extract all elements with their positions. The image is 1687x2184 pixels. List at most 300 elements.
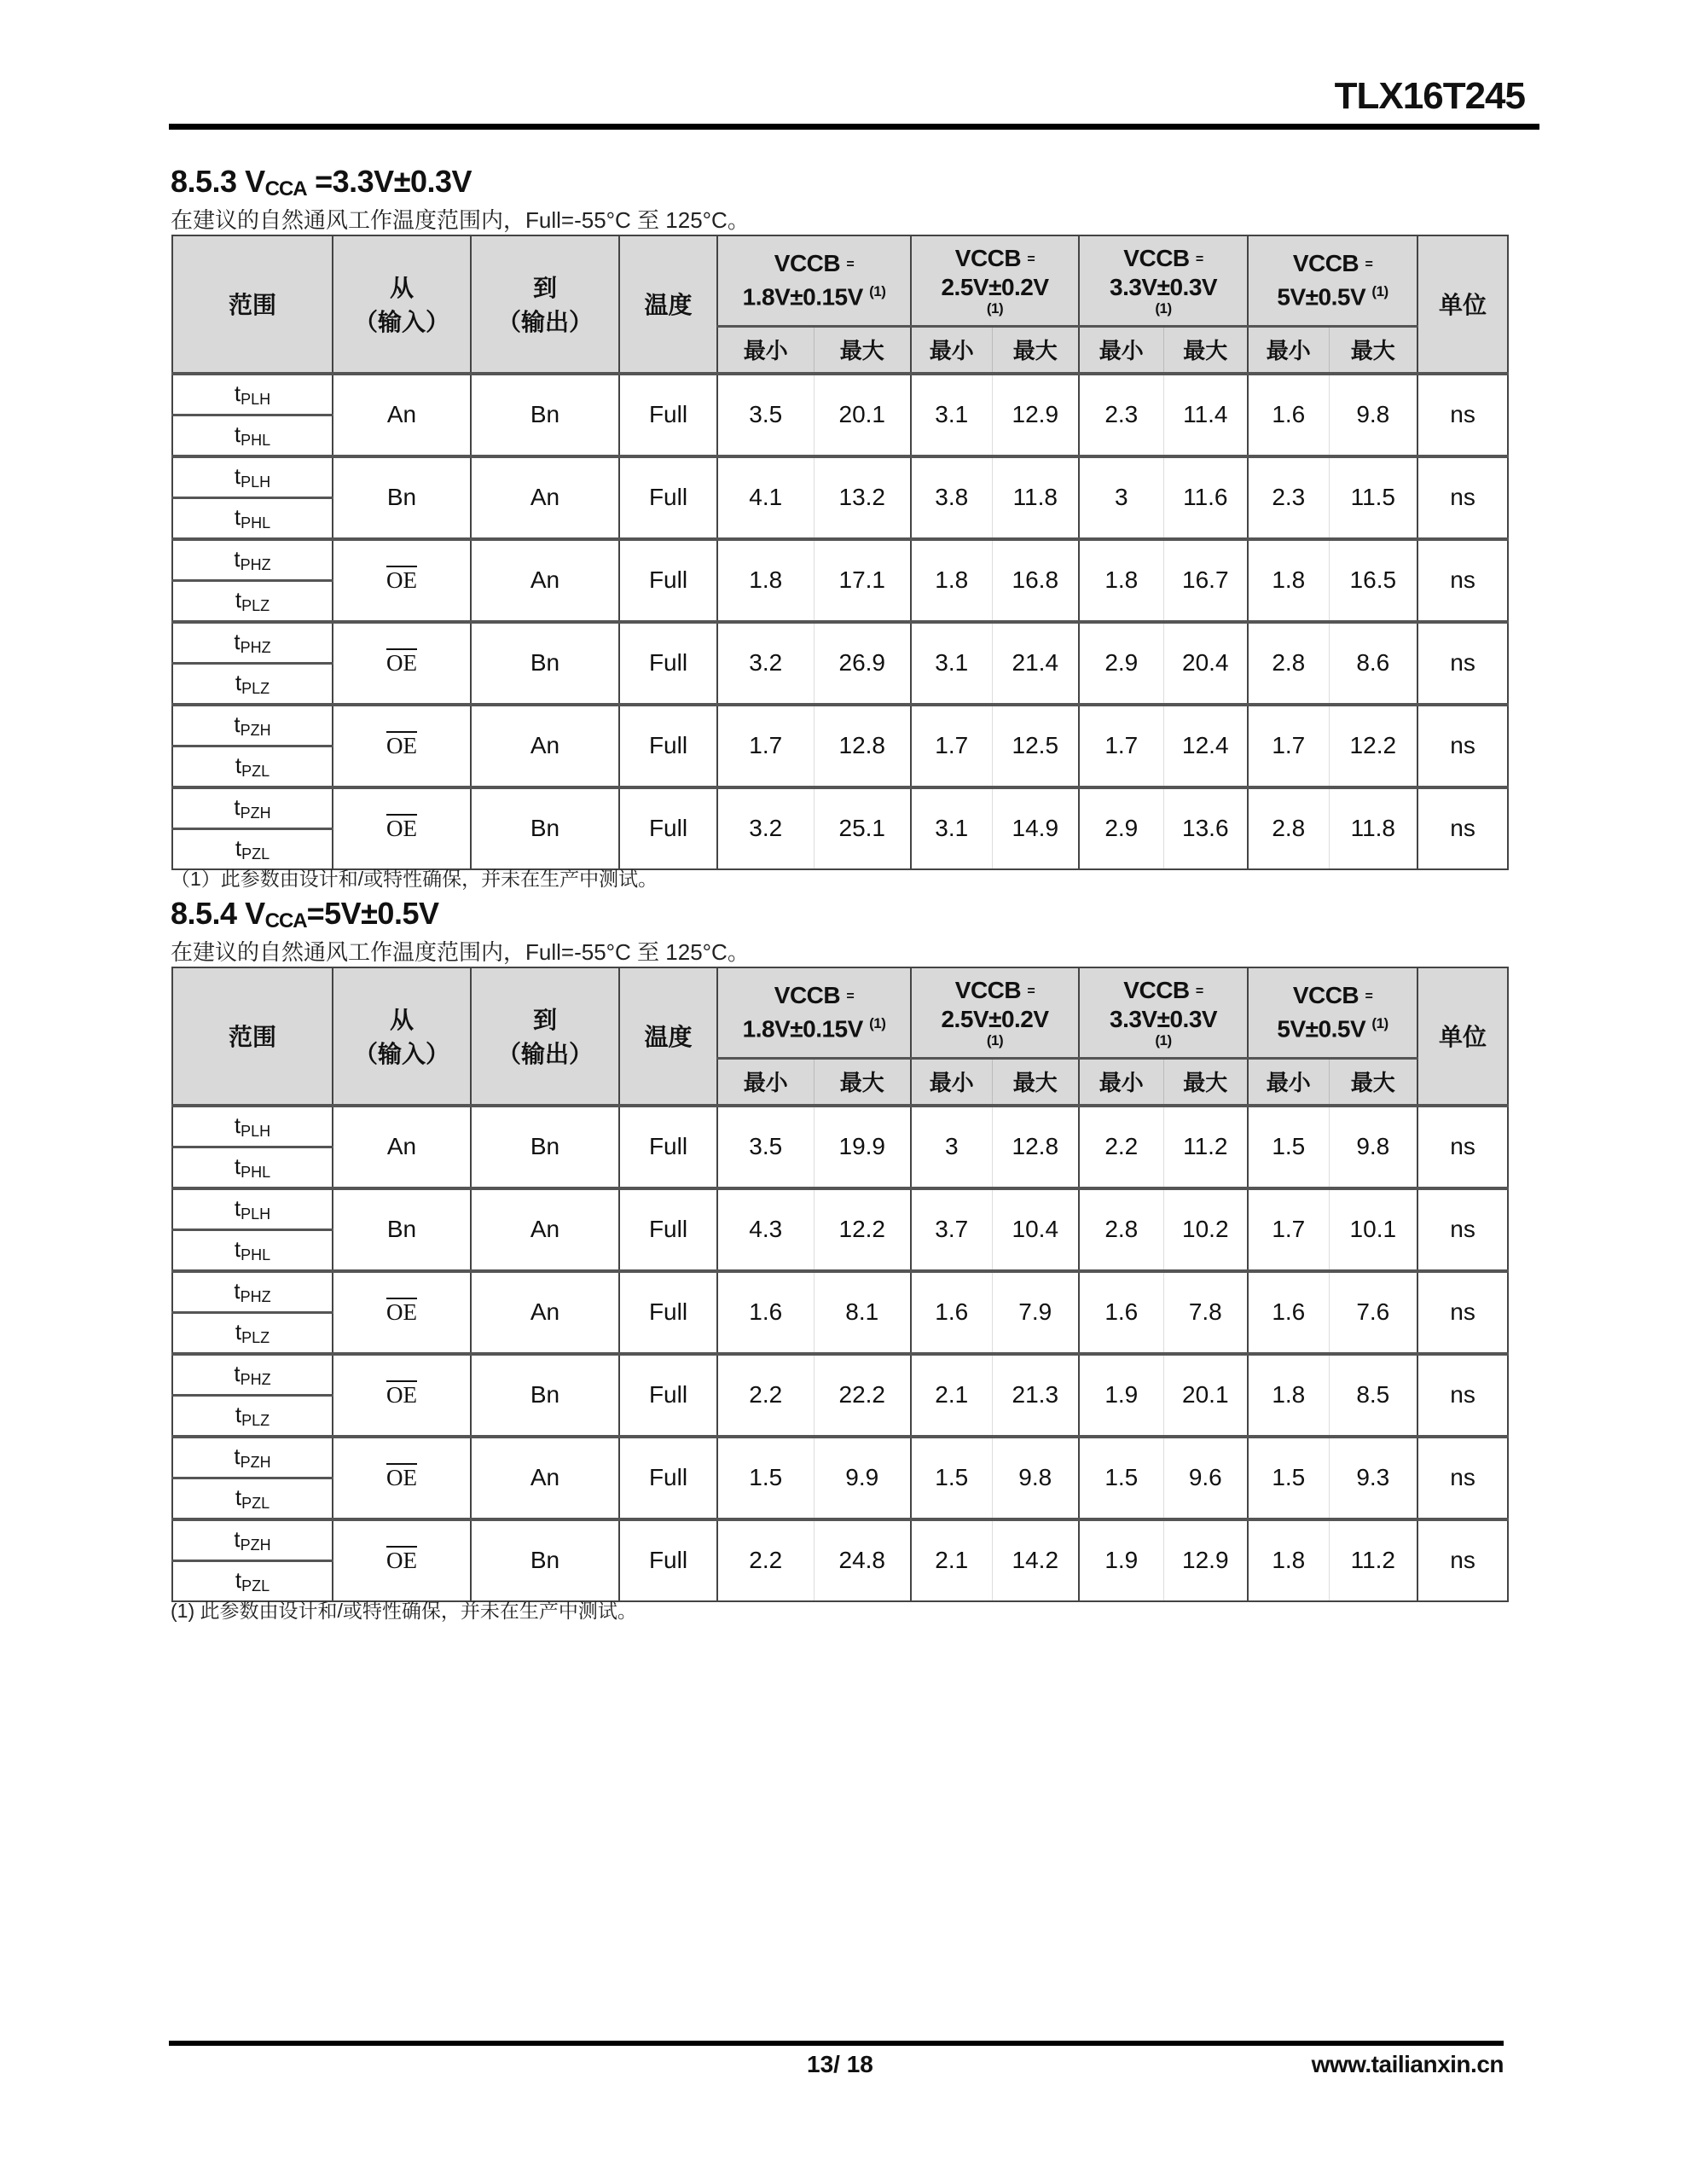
unit-cell: ns	[1417, 787, 1508, 869]
param-cell	[172, 663, 333, 705]
section-subtitle: 在建议的自然通风工作温度范围内，Full=-55°C 至 125°C。	[171, 939, 750, 965]
min-value: 1.6	[1248, 374, 1329, 456]
col-header-max: 最大	[814, 1058, 911, 1106]
to-cell: Bn	[471, 1519, 619, 1601]
max-value: 9.3	[1329, 1437, 1417, 1519]
document-id: TLX16T245	[1334, 75, 1525, 117]
param-symbol: t	[234, 1525, 241, 1552]
min-value: 3.8	[911, 456, 992, 539]
vccb-prefix: VCCB	[1292, 249, 1359, 276]
max-value: 11.8	[992, 456, 1079, 539]
vccb-line	[1249, 250, 1417, 279]
param-symbol: t	[234, 380, 241, 406]
output-enable-bar: $\overline{OE}$	[386, 1465, 417, 1490]
max-value: 12.9	[992, 374, 1079, 456]
col-header-vccb	[1079, 235, 1248, 326]
footnote-mark: (1)	[1371, 1015, 1388, 1032]
vccb-eq: =	[846, 989, 855, 1004]
min-value: 2.2	[1079, 1106, 1163, 1188]
to-cell: Bn	[471, 622, 619, 705]
max-value: 9.8	[1329, 1106, 1417, 1188]
vccb-line	[1080, 977, 1247, 1006]
param-cell	[172, 1478, 333, 1519]
from-sub-label: （输入）	[353, 1041, 449, 1068]
min-value: 2.3	[1079, 374, 1163, 456]
vccb-range: 2.5V±0.2V	[941, 273, 1049, 300]
param-cell	[172, 415, 333, 456]
min-value: 1.7	[1248, 1188, 1329, 1271]
col-header-min: 最小	[911, 1058, 992, 1106]
max-value: 12.8	[814, 705, 911, 787]
param-symbol: t	[235, 669, 242, 695]
vccb-eq: =	[846, 257, 855, 272]
min-value: 3.1	[911, 622, 992, 705]
param-subscript: PZL	[241, 845, 270, 863]
to-cell: Bn	[471, 787, 619, 869]
col-header-max: 最大	[1163, 326, 1248, 374]
unit-cell: ns	[1417, 1106, 1508, 1188]
table-row	[172, 787, 1508, 829]
param-symbol: t	[234, 1235, 241, 1262]
title-sub: CCA	[264, 909, 307, 932]
min-value: 1.8	[1248, 539, 1329, 622]
temp-cell: Full	[619, 1188, 717, 1271]
col-header-min: 最小	[1079, 326, 1163, 374]
max-value: 9.6	[1163, 1437, 1248, 1519]
min-value: 1.6	[911, 1271, 992, 1354]
table-row	[172, 374, 1508, 415]
col-header-to	[471, 235, 619, 374]
col-header-from	[333, 235, 471, 374]
unit-cell: ns	[1417, 1519, 1508, 1601]
col-header-vccb	[717, 967, 911, 1058]
param-symbol: t	[234, 1443, 241, 1469]
unit-cell: ns	[1417, 705, 1508, 787]
timing-table	[171, 235, 1509, 870]
max-value: 11.6	[1163, 456, 1248, 539]
to-cell: An	[471, 1188, 619, 1271]
to-cell: Bn	[471, 374, 619, 456]
max-value: 14.2	[992, 1519, 1079, 1601]
vccb-prefix: VCCB	[954, 976, 1022, 1003]
temp-cell: Full	[619, 1519, 717, 1601]
vccb-range-line	[1080, 274, 1247, 301]
max-value: 16.7	[1163, 539, 1248, 622]
col-header-temp: 温度	[619, 967, 717, 1106]
param-symbol: t	[234, 421, 241, 447]
vccb-eq: =	[1365, 257, 1373, 272]
temp-cell: Full	[619, 622, 717, 705]
param-cell	[172, 1147, 333, 1188]
param-subscript: PZL	[241, 762, 270, 780]
vccb-range-line	[912, 274, 1078, 301]
vccb-range: 5V±0.5V	[1277, 283, 1366, 311]
max-value: 12.5	[992, 705, 1079, 787]
output-enable-bar: $\overline{OE}$	[386, 650, 417, 676]
max-value: 13.2	[814, 456, 911, 539]
output-enable-bar: $\overline{OE}$	[386, 1382, 417, 1408]
footer-rule	[169, 2041, 1504, 2046]
vccb-range-line	[1080, 1006, 1247, 1033]
timing-table	[171, 967, 1509, 1602]
title-v: V	[245, 896, 265, 931]
col-header-vccb	[717, 235, 911, 326]
max-value: 8.5	[1329, 1354, 1417, 1437]
param-symbol: t	[235, 586, 242, 613]
param-symbol: t	[235, 1566, 242, 1593]
unit-cell: ns	[1417, 374, 1508, 456]
footnote-mark: (1)	[869, 1015, 886, 1032]
output-enable-bar: $\overline{OE}$	[386, 1548, 417, 1573]
table-row	[172, 1519, 1508, 1561]
to-cell: An	[471, 539, 619, 622]
param-subscript: PLH	[241, 390, 271, 408]
param-symbol: t	[234, 1277, 241, 1304]
table-row	[172, 705, 1508, 746]
max-value: 7.8	[1163, 1271, 1248, 1354]
from-label: 从	[389, 275, 414, 302]
vccb-eq: =	[1365, 989, 1373, 1004]
min-value: 1.5	[1248, 1106, 1329, 1188]
col-header-min: 最小	[1248, 326, 1329, 374]
vccb-line	[1249, 982, 1417, 1011]
col-header-unit: 单位	[1417, 235, 1508, 374]
to-cell: An	[471, 705, 619, 787]
min-value: 2.1	[911, 1519, 992, 1601]
param-subscript: PLZ	[241, 679, 270, 697]
to-label: 到	[532, 275, 557, 302]
from-value: Bn	[386, 484, 417, 510]
table-row	[172, 456, 1508, 498]
col-header-temp: 温度	[619, 235, 717, 374]
table-row	[172, 539, 1508, 581]
param-symbol: t	[235, 1318, 242, 1345]
title-sub: CCA	[264, 177, 307, 200]
output-enable-bar: $\overline{OE}$	[386, 816, 417, 841]
max-value: 25.1	[814, 787, 911, 869]
temp-cell: Full	[619, 456, 717, 539]
min-value: 3.5	[717, 374, 814, 456]
table-row	[172, 1271, 1508, 1313]
header-row	[172, 967, 1508, 1058]
max-value: 21.3	[992, 1354, 1079, 1437]
vccb-eq: =	[1195, 252, 1203, 267]
param-symbol: t	[234, 1194, 241, 1221]
to-cell: An	[471, 1271, 619, 1354]
vccb-eq: =	[1027, 252, 1035, 267]
param-symbol: t	[234, 628, 241, 654]
max-value: 11.2	[1163, 1106, 1248, 1188]
from-value: An	[386, 401, 417, 427]
max-value: 20.4	[1163, 622, 1248, 705]
header-rule	[169, 124, 1539, 130]
param-subscript: PHL	[241, 1163, 271, 1181]
max-value: 26.9	[814, 622, 911, 705]
min-value: 3.5	[717, 1106, 814, 1188]
min-value: 2.8	[1248, 622, 1329, 705]
temp-cell: Full	[619, 1354, 717, 1437]
param-subscript: PHZ	[240, 1287, 271, 1305]
param-symbol: t	[235, 834, 242, 861]
param-subscript: PHL	[241, 514, 271, 531]
param-symbol: t	[235, 1401, 242, 1427]
min-value: 3	[911, 1106, 992, 1188]
from-cell	[333, 1354, 471, 1437]
vccb-prefix: VCCB	[1123, 976, 1190, 1003]
from-cell	[333, 1437, 471, 1519]
col-header-max: 最大	[992, 326, 1079, 374]
param-cell	[172, 580, 333, 622]
col-header-max: 最大	[1329, 326, 1417, 374]
param-cell	[172, 497, 333, 539]
vccb-prefix: VCCB	[774, 249, 841, 276]
footnote-mark: (1)	[1155, 299, 1172, 317]
min-value: 1.5	[1079, 1437, 1163, 1519]
from-sub-label: （输入）	[353, 309, 449, 336]
max-value: 11.2	[1329, 1519, 1417, 1601]
param-symbol: t	[234, 462, 241, 489]
max-value: 16.8	[992, 539, 1079, 622]
max-value: 9.8	[992, 1437, 1079, 1519]
col-header-max: 最大	[814, 326, 911, 374]
max-value: 12.4	[1163, 705, 1248, 787]
param-subscript: PLZ	[241, 1328, 270, 1346]
section-number: 8.5.3	[171, 164, 237, 199]
min-value: 1.7	[717, 705, 814, 787]
min-value: 3.7	[911, 1188, 992, 1271]
min-value: 2.3	[1248, 456, 1329, 539]
vccb-range: 5V±0.5V	[1277, 1015, 1366, 1043]
min-value: 1.7	[911, 705, 992, 787]
param-symbol: t	[234, 503, 241, 530]
max-value: 11.8	[1329, 787, 1417, 869]
max-value: 12.2	[1329, 705, 1417, 787]
param-cell	[172, 787, 333, 829]
param-subscript: PLH	[241, 1122, 271, 1140]
temp-cell: Full	[619, 705, 717, 787]
min-value: 1.5	[1248, 1437, 1329, 1519]
param-cell	[172, 1395, 333, 1437]
param-symbol: t	[234, 1112, 241, 1138]
col-header-max: 最大	[992, 1058, 1079, 1106]
to-cell: Bn	[471, 1106, 619, 1188]
from-cell	[333, 539, 471, 622]
min-value: 1.8	[1248, 1519, 1329, 1601]
min-value: 2.9	[1079, 787, 1163, 869]
to-sub-label: （输出）	[496, 309, 593, 336]
from-cell	[333, 456, 471, 539]
output-enable-bar: $\overline{OE}$	[386, 1299, 417, 1325]
vccb-range: 1.8V±0.15V	[742, 1015, 863, 1043]
max-value: 14.9	[992, 787, 1079, 869]
param-subscript: PZL	[241, 1577, 270, 1594]
param-cell	[172, 1229, 333, 1271]
col-header-max: 最大	[1329, 1058, 1417, 1106]
max-value: 9.8	[1329, 374, 1417, 456]
unit-cell: ns	[1417, 1354, 1508, 1437]
temp-cell: Full	[619, 1106, 717, 1188]
from-value: Bn	[386, 1216, 417, 1242]
min-value: 1.8	[1248, 1354, 1329, 1437]
to-label: 到	[532, 1007, 557, 1034]
vccb-range-line	[718, 1010, 910, 1043]
footnote-mark: (1)	[1155, 1031, 1172, 1048]
max-value: 11.4	[1163, 374, 1248, 456]
output-enable-bar: $\overline{OE}$	[386, 733, 417, 758]
min-value: 1.8	[717, 539, 814, 622]
min-value: 1.7	[1079, 705, 1163, 787]
min-value: 3	[1079, 456, 1163, 539]
section-subtitle: 在建议的自然通风工作温度范围内，Full=-55°C 至 125°C。	[171, 207, 750, 233]
vccb-line	[912, 245, 1078, 274]
temp-cell: Full	[619, 1271, 717, 1354]
min-value: 2.2	[717, 1354, 814, 1437]
max-value: 19.9	[814, 1106, 911, 1188]
table-row	[172, 622, 1508, 664]
min-value: 1.6	[1079, 1271, 1163, 1354]
min-value: 1.5	[717, 1437, 814, 1519]
vccb-range: 3.3V±0.3V	[1110, 273, 1218, 300]
param-subscript: PLZ	[241, 1411, 270, 1429]
title-rest: =3.3V±0.3V	[306, 164, 472, 199]
param-cell	[172, 374, 333, 415]
min-value: 2.8	[1248, 787, 1329, 869]
param-symbol: t	[234, 711, 241, 737]
unit-cell: ns	[1417, 1188, 1508, 1271]
param-symbol: t	[234, 1360, 241, 1386]
max-value: 9.9	[814, 1437, 911, 1519]
table-row	[172, 1106, 1508, 1147]
vccb-prefix: VCCB	[954, 244, 1022, 271]
unit-cell: ns	[1417, 1437, 1508, 1519]
temp-cell: Full	[619, 787, 717, 869]
from-cell	[333, 1519, 471, 1601]
max-value: 12.8	[992, 1106, 1079, 1188]
title-v: V	[245, 164, 265, 199]
param-symbol: t	[234, 793, 241, 820]
min-value: 1.9	[1079, 1354, 1163, 1437]
max-value: 10.4	[992, 1188, 1079, 1271]
col-header-to	[471, 967, 619, 1106]
col-header-vccb	[911, 235, 1079, 326]
max-value: 7.6	[1329, 1271, 1417, 1354]
footnote-mark: (1)	[1371, 283, 1388, 300]
vccb-prefix: VCCB	[774, 981, 841, 1008]
param-subscript: PZH	[240, 1453, 271, 1471]
max-value: 10.2	[1163, 1188, 1248, 1271]
unit-cell: ns	[1417, 456, 1508, 539]
param-subscript: PHZ	[240, 555, 271, 573]
param-subscript: PLZ	[241, 596, 270, 614]
vccb-range: 3.3V±0.3V	[1110, 1005, 1218, 1032]
vccb-prefix: VCCB	[1292, 981, 1359, 1008]
table-footnote: （1）此参数由设计和/或特性确保，并未在生产中测试。	[171, 868, 658, 890]
max-value: 17.1	[814, 539, 911, 622]
from-cell	[333, 705, 471, 787]
vccb-line	[718, 250, 910, 279]
col-header-vccb	[911, 967, 1079, 1058]
unit-cell: ns	[1417, 1271, 1508, 1354]
param-symbol: t	[234, 1153, 241, 1179]
min-value: 1.7	[1248, 705, 1329, 787]
to-cell: An	[471, 1437, 619, 1519]
from-cell	[333, 1271, 471, 1354]
from-cell	[333, 787, 471, 869]
min-value: 1.8	[1079, 539, 1163, 622]
max-value: 8.1	[814, 1271, 911, 1354]
vccb-line	[718, 982, 910, 1011]
vccb-prefix: VCCB	[1123, 244, 1190, 271]
vccb-range-line	[1249, 278, 1417, 311]
param-cell	[172, 539, 333, 581]
param-subscript: PZH	[240, 1536, 271, 1554]
col-header-vccb	[1248, 967, 1417, 1058]
col-header-range: 范围	[172, 967, 333, 1106]
to-sub-label: （输出）	[496, 1041, 593, 1068]
param-symbol: t	[234, 545, 241, 572]
col-header-vccb	[1248, 235, 1417, 326]
max-value: 24.8	[814, 1519, 911, 1601]
to-cell: Bn	[471, 1354, 619, 1437]
min-value: 3.2	[717, 787, 814, 869]
param-subscript: PHL	[241, 1246, 271, 1263]
footnote-mark: (1)	[986, 1031, 1004, 1048]
max-value: 20.1	[814, 374, 911, 456]
param-cell	[172, 1312, 333, 1354]
max-value: 12.2	[814, 1188, 911, 1271]
unit-cell: ns	[1417, 622, 1508, 705]
max-value: 8.6	[1329, 622, 1417, 705]
min-value: 1.6	[1248, 1271, 1329, 1354]
col-header-min: 最小	[717, 1058, 814, 1106]
min-value: 1.5	[911, 1437, 992, 1519]
from-cell	[333, 1188, 471, 1271]
param-subscript: PLH	[241, 1205, 271, 1223]
param-subscript: PZH	[240, 804, 271, 822]
vccb-range: 1.8V±0.15V	[742, 283, 863, 311]
section-title	[171, 164, 472, 201]
min-value: 2.8	[1079, 1188, 1163, 1271]
vccb-range-line	[718, 278, 910, 311]
vccb-line	[912, 977, 1078, 1006]
table-row	[172, 1437, 1508, 1478]
max-value: 10.1	[1329, 1188, 1417, 1271]
vccb-eq: =	[1027, 984, 1035, 999]
col-header-vccb	[1079, 967, 1248, 1058]
temp-cell: Full	[619, 1437, 717, 1519]
param-cell	[172, 1519, 333, 1561]
table-row	[172, 1354, 1508, 1396]
col-header-max: 最大	[1163, 1058, 1248, 1106]
section-number: 8.5.4	[171, 896, 237, 931]
max-value: 20.1	[1163, 1354, 1248, 1437]
header-row	[172, 235, 1508, 326]
min-value: 4.3	[717, 1188, 814, 1271]
param-subscript: PZL	[241, 1494, 270, 1512]
param-cell	[172, 1437, 333, 1478]
max-value: 12.9	[1163, 1519, 1248, 1601]
vccb-range-line	[912, 1006, 1078, 1033]
temp-cell: Full	[619, 374, 717, 456]
min-value: 1.6	[717, 1271, 814, 1354]
param-symbol: t	[235, 752, 242, 778]
param-subscript: PLH	[241, 473, 271, 491]
min-value: 1.8	[911, 539, 992, 622]
table-footnote: (1) 此参数由设计和/或特性确保，并未在生产中测试。	[171, 1600, 637, 1622]
min-value: 2.2	[717, 1519, 814, 1601]
website-link[interactable]: www.tailianxin.cn	[1311, 2051, 1504, 2077]
max-value: 16.5	[1329, 539, 1417, 622]
